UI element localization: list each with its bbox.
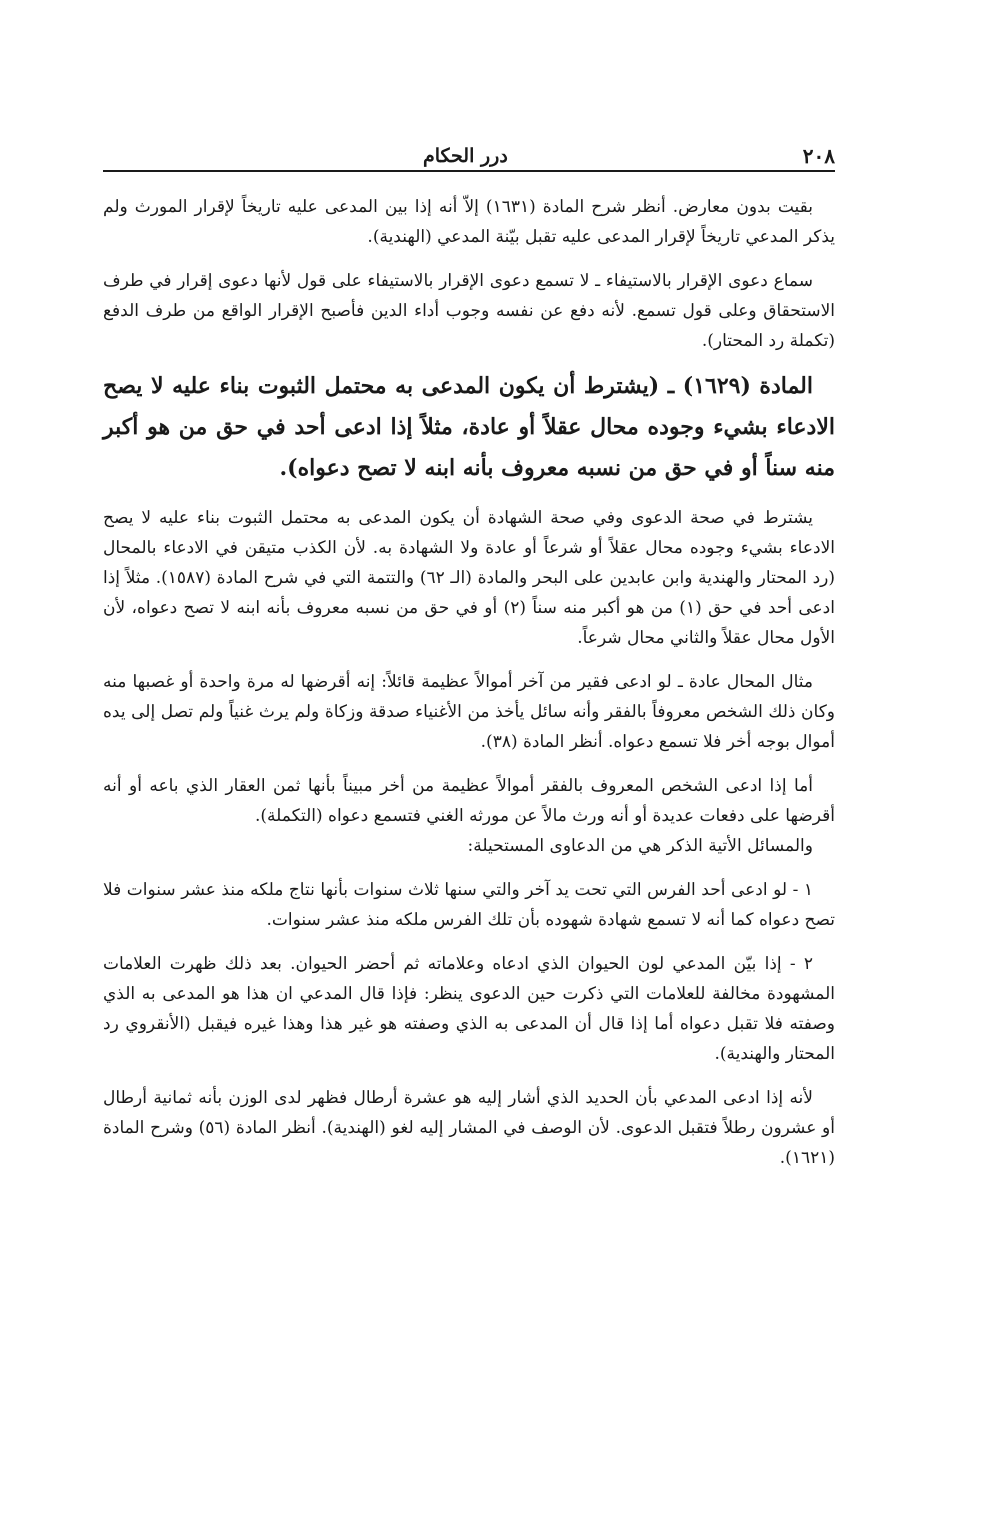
paragraph-impossible-claims-intro: والمسائل الأتية الذكر هي من الدعاوى المستحيلة: bbox=[467, 836, 813, 856]
list-item-1: ١ - لو ادعى أحد الفرس التي تحت يد آخر والتي سنها ثلاث سنوات بأنها نتاج ملكه منذ عشر سنوات فلا تصح دعواه كما أنه لا تسمع شهادة شهوده بأن تلك الفرس ملكه منذ عشر سنوات. bbox=[103, 880, 835, 930]
paragraph-impossible-by-custom: مثال المحال عادة ـ لو ادعى فقير من آخر أموالاً عظيمة قائلاً: إنه أقرضها له مرة واحدة أو غصبها منه وكان ذلك الشخص معروفاً بالفقر وأنه سائل يأخذ من الأغنياء صدقة وزكاة ولم يرث غنياً ولم تصل إلى يده أموال بوجه أخر فلا تسمع دعواه. أنظر المادة (٣٨). bbox=[103, 672, 835, 752]
paragraph-continuation: بقيت بدون معارض. أنظر شرح المادة (١٦٣١) إلاّ أنه إذا بين المدعى عليه تاريخاً لإقرار المورث ولم يذكر المدعي تاريخاً لإقرار المدعى عليه تقبل بيّنة المدعي (الهندية). bbox=[103, 197, 835, 247]
header-rule bbox=[103, 170, 835, 172]
paragraph-poor-claimant: أما إذا ادعى الشخص المعروف بالفقر أموالاً عظيمة من أخر مبيناً بأنها ثمن العقار الذي باعه أو أنه أقرضها على دفعات عديدة أو أنه ورث مالاً عن مورثه الغني فتسمع دعواه (التكملة). bbox=[103, 776, 835, 826]
running-title: درر الحكام bbox=[423, 145, 508, 167]
document-page bbox=[103, 140, 835, 1173]
list-item-2: ٢ - إذا بيّن المدعي لون الحيوان الذي ادعاه وعلاماته ثم أحضر الحيوان. بعد ذلك ظهرت العلامات المشهودة مخالفة للعلامات التي ذكرت حين الدعوى ينظر: فإذا قال المدعي ان هذا هو المدعى به الذي وصفته فلا تقبل دعواه أما إذا قال أن المدعى به الذي وصفته هو غير هذا وهذا غيره فيقبل (الأنقروي رد المحتار والهندية). bbox=[103, 954, 835, 1064]
paragraph-iron-weight: لأنه إذا ادعى المدعي بأن الحديد الذي أشار إليه هو عشرة أرطال فظهر لدى الوزن بأنه ثمانية أرطال أو عشرون رطلاً فتقبل الدعوى. لأن الوصف في المشار إليه لغو (الهندية). أنظر المادة (٥٦) وشرح المادة (١٦٢١). bbox=[103, 1088, 835, 1168]
paragraph-istifaa: سماع دعوى الإقرار بالاستيفاء ـ لا تسمع دعوى الإقرار بالاستيفاء على قول لأنها دعوى إقرار في طرف الاستحقاق وعلى قول تسمع. لأنه دفع عن نفسه وجوب أداء الدين فأصبح الإقرار الواقع من طرف الدفع (تكملة رد المحتار). bbox=[103, 271, 835, 351]
page-header bbox=[103, 140, 835, 166]
article-1629-text: المادة (١٦٢٩) ـ (يشترط أن يكون المدعى به محتمل الثبوت بناء عليه لا يصح الادعاء بشيء وجوده محال عقلاً أو عادة، مثلاً إذا ادعى أحد في حق من هو أكبر منه سناً أو في حق من نسبه معروف بأنه ابنه لا تصح دعواه). bbox=[103, 373, 835, 481]
page-number: ٢٠٨ bbox=[802, 144, 835, 168]
paragraph-commentary: يشترط في صحة الدعوى وفي صحة الشهادة أن يكون المدعى به محتمل الثبوت بناء عليه لا يصح الادعاء بشيء وجوده محال عقلاً أو شرعاً أو عادة ولا الشهادة به. لأن الكذب متيقن في الادعاء بالمحال (رد المحتار والهندية وابن عابدين على البحر والمادة (الـ ٦٢) والتتمة التي في شرح المادة (١٥٨٧). مثلاً إذا ادعى أحد في حق (١) من هو أكبر منه سناً (٢) أو في حق من نسبه معروف بأنه ابنه لا تصح دعواه، لأن الأول محال عقلاً والثاني محال شرعاً. bbox=[103, 508, 835, 648]
